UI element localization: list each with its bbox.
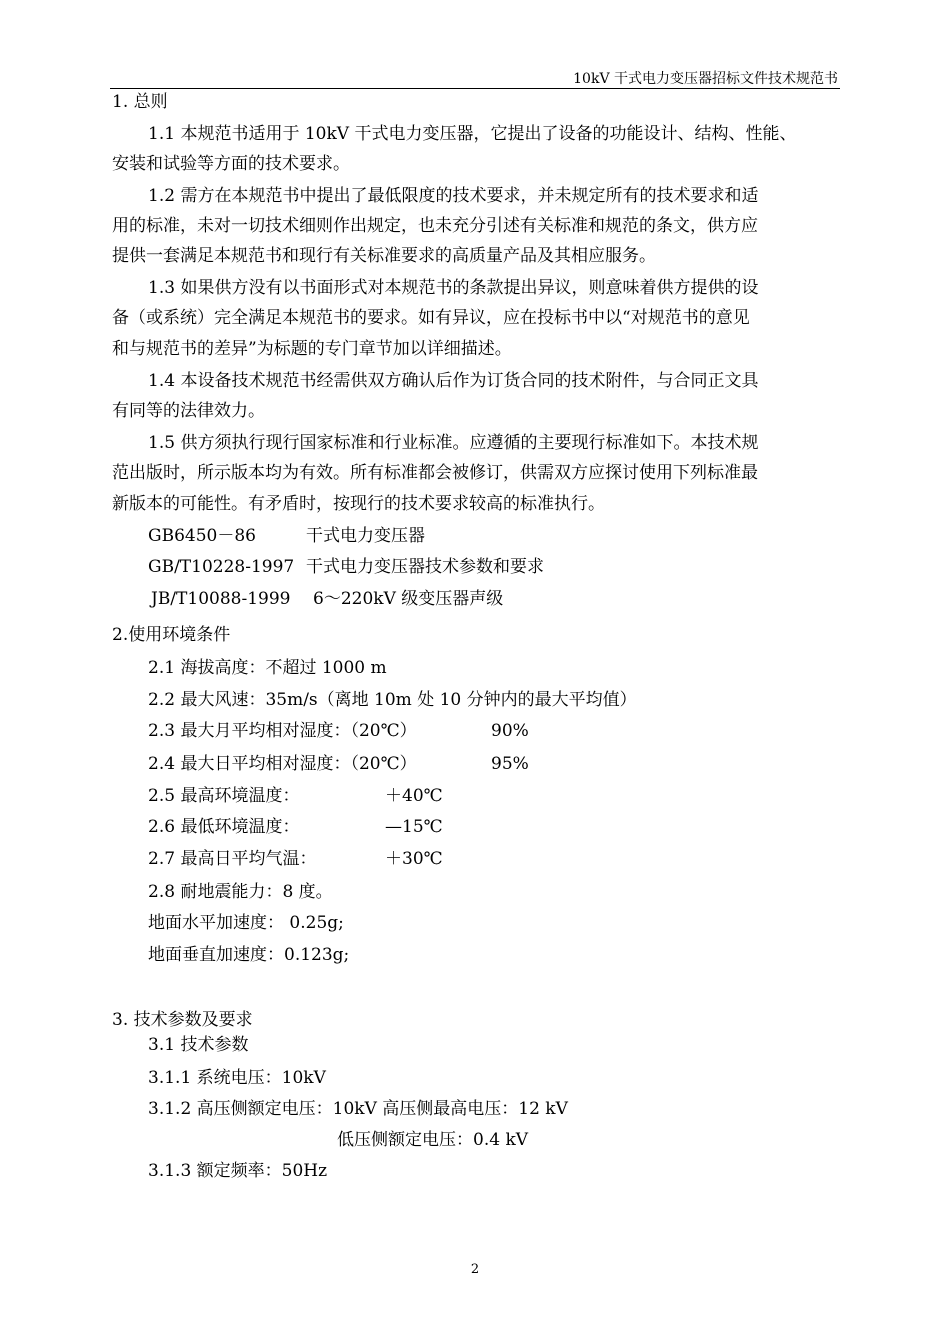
- header-title: 10kV 干式电力变压器招标文件技术规范书: [573, 71, 838, 87]
- condition-value: 90%: [491, 721, 529, 741]
- section-3-heading: 3. 技术参数及要求: [112, 1010, 253, 1030]
- condition-item: 2.2 最大风速：35m/s（离地 10m 处 10 分钟内的最大平均值）: [148, 690, 637, 710]
- section-3-1-heading: 3.1 技术参数: [148, 1035, 249, 1055]
- parameter-line: 3.1.2 高压侧额定电压：10kV 高压侧最高电压：12 kV: [148, 1099, 568, 1119]
- parameter-line: 3.1.3 额定频率：50Hz: [148, 1161, 328, 1181]
- paragraph-1-2-line: 1.2 需方在本规范书中提出了最低限度的技术要求，并未规定所有的技术要求和适: [148, 186, 759, 206]
- paragraph-1-3-line: 和与规范书的差异”为标题的专门章节加以详细描述。: [112, 339, 512, 359]
- condition-item: 2.7 最高日平均气温：: [148, 849, 317, 869]
- paragraph-1-3-line: 备（或系统）完全满足本规范书的要求。如有异议，应在投标书中以“对规范书的意见: [112, 308, 750, 328]
- condition-value: —15℃: [385, 817, 443, 837]
- section-1-heading: 1. 总则: [112, 92, 168, 112]
- paragraph-1-4-line: 有同等的法律效力。: [112, 401, 265, 421]
- standard-code: GB6450－86: [148, 526, 256, 546]
- condition-value: ＋40℃: [385, 786, 443, 806]
- parameter-line: 低压侧额定电压：0.4 kV: [337, 1130, 529, 1150]
- paragraph-1-1-line: 1.1 本规范书适用于 10kV 干式电力变压器，它提出了设备的功能设计、结构、性能、: [148, 124, 797, 144]
- page-number: 2: [470, 1262, 480, 1277]
- paragraph-1-1-line: 安装和试验等方面的技术要求。: [112, 154, 350, 174]
- condition-item: 2.8 耐地震能力：8 度。: [148, 882, 333, 902]
- condition-item: 地面水平加速度： 0.25g;: [148, 913, 344, 933]
- condition-item: 地面垂直加速度：0.123g;: [148, 945, 350, 965]
- condition-item: 2.6 最低环境温度：: [148, 817, 300, 837]
- condition-item: 2.1 海拔高度：不超过 1000 m: [148, 658, 387, 678]
- condition-item: 2.5 最高环境温度：: [148, 786, 300, 806]
- paragraph-1-5-line: 范出版时，所示版本均为有效。所有标准都会被修订，供需双方应探讨使用下列标准最: [112, 463, 758, 483]
- paragraph-1-2-line: 用的标准，未对一切技术细则作出规定，也未充分引述有关标准和规范的条文，供方应: [112, 216, 758, 236]
- header-divider: [110, 88, 840, 89]
- paragraph-1-2-line: 提供一套满足本规范书和现行有关标准要求的高质量产品及其相应服务。: [112, 246, 656, 266]
- standard-name: 干式电力变压器技术参数和要求: [306, 557, 544, 577]
- paragraph-1-5-line: 1.5 供方须执行现行国家标准和行业标准。应遵循的主要现行标准如下。本技术规: [148, 433, 759, 453]
- condition-value: ＋30℃: [385, 849, 443, 869]
- condition-value: 95%: [491, 754, 529, 774]
- standard-name: 6～220kV 级变压器声级: [313, 589, 504, 609]
- standard-code: GB/T10228-1997: [148, 557, 295, 577]
- standard-name: 干式电力变压器: [306, 526, 425, 546]
- standard-code: JB/T10088-1999: [151, 589, 291, 609]
- paragraph-1-5-line: 新版本的可能性。有矛盾时，按现行的技术要求较高的标准执行。: [112, 494, 605, 514]
- paragraph-1-3-line: 1.3 如果供方没有以书面形式对本规范书的条款提出异议，则意味着供方提供的设: [148, 278, 759, 298]
- section-2-heading: 2.使用环境条件: [112, 625, 231, 645]
- parameter-line: 3.1.1 系统电压：10kV: [148, 1068, 326, 1088]
- paragraph-1-4-line: 1.4 本设备技术规范书经需供双方确认后作为订货合同的技术附件，与合同正文具: [148, 371, 759, 391]
- condition-item: 2.3 最大月平均相对湿度：（20℃）: [148, 721, 417, 741]
- condition-item: 2.4 最大日平均相对湿度：（20℃）: [148, 754, 417, 774]
